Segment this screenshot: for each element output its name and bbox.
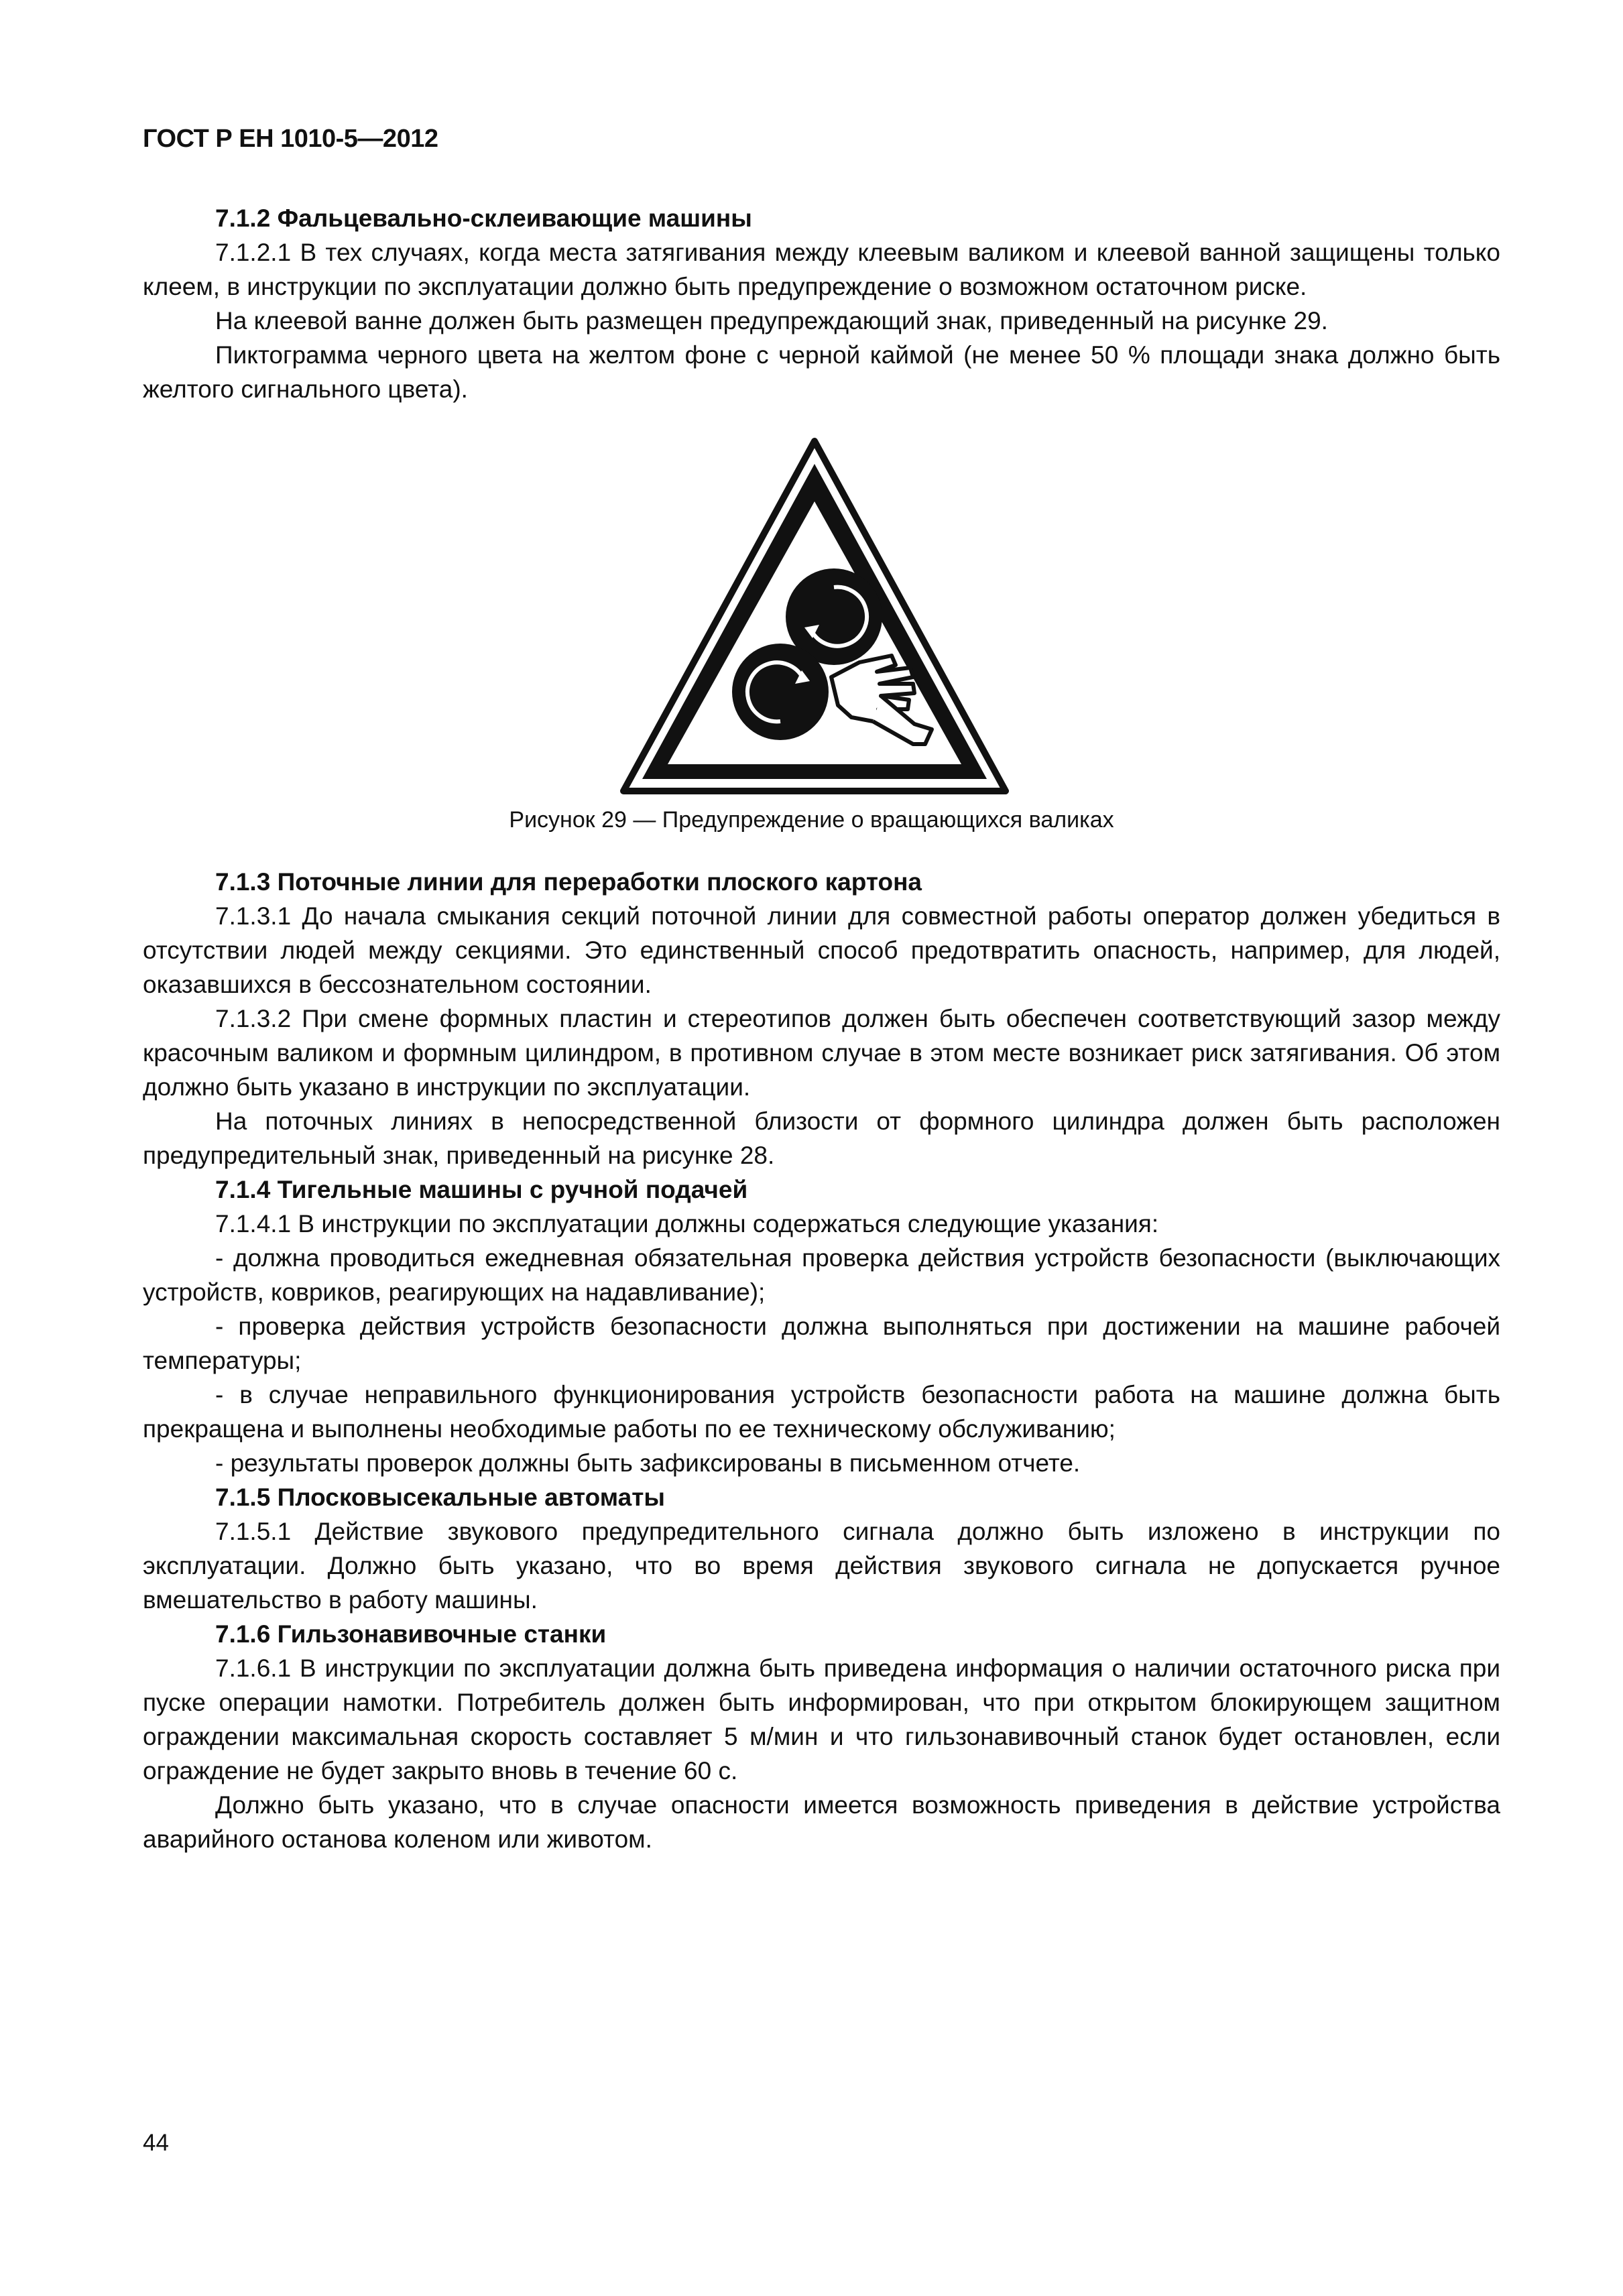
list-item: - проверка действия устройств безопасности должна выполняться при достижении на машине рабочей температуры; — [143, 1313, 1500, 1374]
paragraph: На поточных линиях в непосредственной близости от формного цилиндра должен быть расположен предупредительный знак, приведенный на рисунке 28. — [143, 1107, 1500, 1169]
paragraph: 7.1.3.2 При смене формных пластин и стереотипов должен быть обеспечен соответствующий зазор между красочным валиком и формным цилиндром, в противном случае в этом месте возникает риск затягивания. Об этом должно быть указано в инструкции по эксплуатации. — [143, 1005, 1500, 1101]
section-heading: 7.1.5 Плосковысекальные автоматы — [215, 1484, 665, 1511]
list-item: - должна проводиться ежедневная обязательная проверка действия устройств безопасности (выключающих устройств, ковриков, реагирующих на надавливание); — [143, 1244, 1500, 1306]
paragraph: 7.1.3.1 До начала смыкания секций поточной линии для совместной работы оператор должен убедиться в отсутствии людей между секциями. Это единственный способ предотвратить опасность, например, для людей, оказавшихся в бессознательном состоянии. — [143, 902, 1500, 998]
section-heading: 7.1.2 Фальцевально-склеивающие машины — [215, 204, 752, 232]
section-heading: 7.1.3 Поточные линии для переработки плоского картона — [215, 868, 922, 896]
section-heading: 7.1.4 Тигельные машины с ручной подачей — [215, 1176, 748, 1203]
list-item: - в случае неправильного функционирования устройств безопасности работа на машине должна быть прекращена и выполнены необходимые работы по ее техническому обслуживанию; — [143, 1381, 1500, 1443]
paragraph: 7.1.2.1 В тех случаях, когда места затягивания между клеевым валиком и клеевой ванной защищены только клеем, в инструкции по эксплуатации должно быть предупреждение о возможном остаточном риске. — [143, 239, 1500, 300]
paragraph: 7.1.5.1 Действие звукового предупредительного сигнала должно быть изложено в инструкции по эксплуатации. Должно быть указано, что во время действия звукового сигнала не допускается ручное вмешательство в работу машины. — [143, 1518, 1500, 1614]
rotating-rollers-warning-icon — [610, 429, 1019, 804]
list-item: - результаты проверок должны быть зафиксированы в письменном отчете. — [215, 1449, 1081, 1477]
page-number: 44 — [143, 2130, 169, 2156]
figure-caption: Рисунок 29 — Предупреждение о вращающихся валиках — [509, 807, 1114, 833]
document-code: ГОСТ Р ЕН 1010-5—2012 — [143, 125, 438, 153]
sections-7-1-3-to-7-1-6 — [143, 865, 1500, 1856]
paragraph: Пиктограмма черного цвета на желтом фоне с черной каймой (не менее 50 % площади знака должно быть желтого сигнального цвета). — [143, 341, 1500, 403]
paragraph: Должно быть указано, что в случае опасности имеется возможность приведения в действие устройства аварийного останова коленом или животом. — [143, 1791, 1500, 1853]
paragraph: 7.1.6.1 В инструкции по эксплуатации должна быть приведена информация о наличии остаточного риска при пуске операции намотки. Потребитель должен быть информирован, что при открытом блокирующем защитном ограждении максимальная скорость составляет 5 м/мин и что гильзонавивочный станок будет остановлен, если ограждение не будет закрыто вновь в течение 60 с. — [143, 1654, 1500, 1785]
paragraph: На клеевой ванне должен быть размещен предупреждающий знак, приведенный на рисунке 29. — [215, 307, 1328, 335]
section-7-1-2 — [143, 201, 1500, 406]
section-heading: 7.1.6 Гильзонавивочные станки — [215, 1620, 607, 1648]
paragraph: 7.1.4.1 В инструкции по эксплуатации должны содержаться следующие указания: — [215, 1210, 1159, 1237]
figure-29 — [610, 429, 1019, 804]
